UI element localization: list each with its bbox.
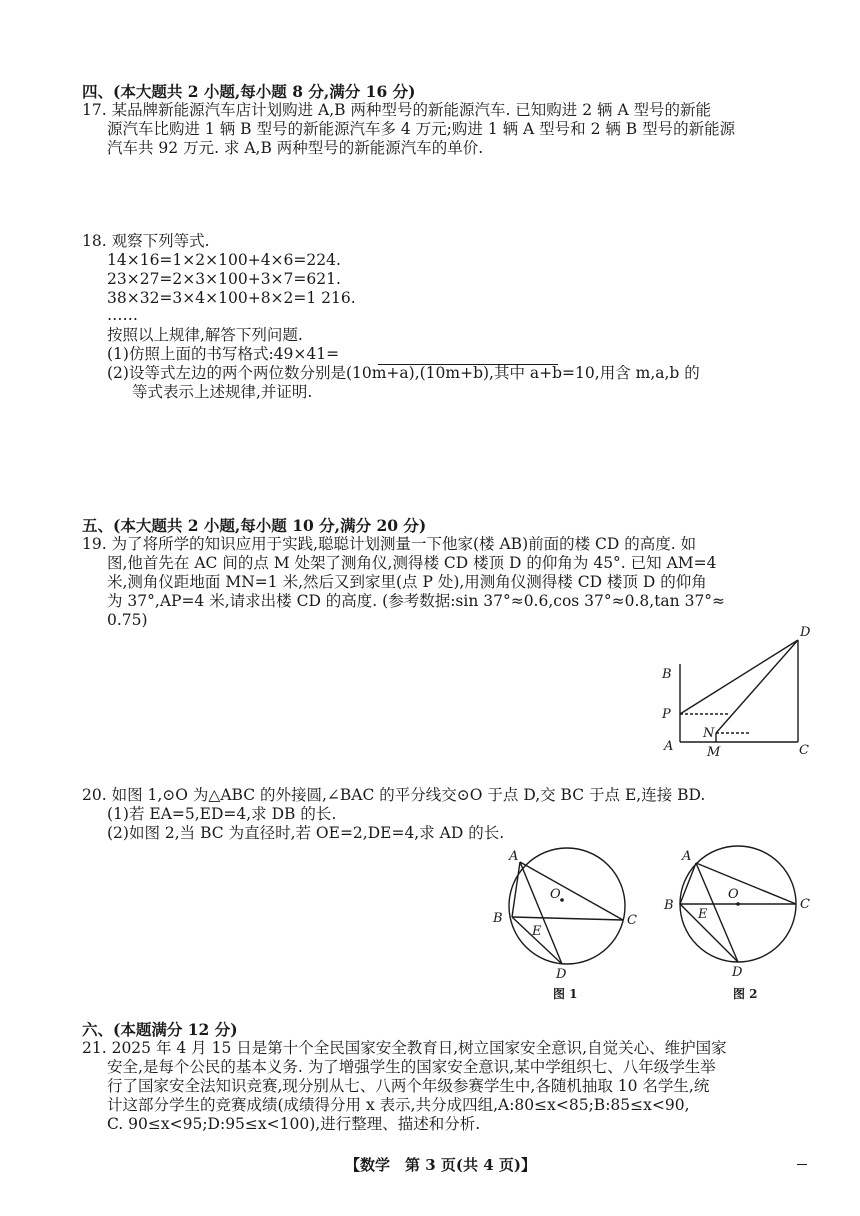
label-C: C (799, 743, 809, 758)
page-footer: 【数学 第 3 页(共 4 页)】 (345, 1156, 536, 1174)
q17-line-3: 汽车共 92 万元. 求 A,B 两种型号的新能源汽车的单价. (107, 139, 484, 157)
label-B: B (662, 667, 672, 682)
label-N: N (703, 726, 715, 741)
q21-line-1: 21. 2025 年 4 月 15 日是第十个全民国家安全教育日,树立国家安全意识,自觉关心、维护国家 (82, 1039, 727, 1057)
fig1-label-D: D (556, 967, 567, 982)
q21-line-2: 安全,是每个公民的基本义务. 为了增强学生的国家安全意识,某中学组织七、八年级学生举 (107, 1058, 716, 1076)
sightline-ND (716, 640, 798, 733)
fig1-label-C: C (627, 913, 637, 928)
q18-part2-line-2: 等式表示上述规律,并证明. (132, 383, 313, 401)
chord-BD (680, 904, 738, 962)
q19-line-3: 米,测角仪距地面 MN=1 米,然后又到家里(点 P 处),用测角仪测得楼 CD 楼顶 D 的仰角 (107, 573, 707, 591)
label-A: A (664, 739, 674, 754)
side-AC (520, 862, 623, 920)
fig2-label-D: D (732, 965, 743, 980)
bisector-AD (520, 862, 562, 964)
q18-part1: (1)仿照上面的书写格式:49×41= (107, 345, 340, 363)
section5-heading: 五、(本大题共 2 小题,每小题 10 分,满分 20 分) (82, 516, 427, 535)
q19-line-1: 19. 为了将所学的知识应用于实践,聪聪计划测量一下他家(楼 AB)前面的楼 CD 的高度. 如 (82, 535, 697, 553)
q19-building-figure (650, 622, 825, 762)
q20-part2: (2)如图 2,当 BC 为直径时,若 OE=2,DE=4,求 AD 的长. (107, 824, 505, 842)
q20-line-1: 20. 如图 1,⊙O 为△ABC 的外接圆,∠BAC 的平分线交⊙O 于点 D,交 BC 于点 E,连接 BD. (82, 786, 706, 804)
q19-line-4: 为 37°,AP=4 米,请求出楼 CD 的高度. (参考数据:sin 37°≈0.6,cos 37°≈0.8,tan 37°≈ (107, 592, 726, 610)
q18-equation-2: 23×27=2×3×100+3×7=621. (107, 270, 341, 288)
fig1-caption: 图 1 (553, 987, 578, 1001)
footer-dash (797, 1164, 807, 1165)
q18-line-1: 18. 观察下列等式. (82, 232, 210, 250)
fig2-label-A: A (682, 849, 692, 864)
fig2-label-C: C (800, 897, 810, 912)
q18-instruction: 按照以上规律,解答下列问题. (107, 326, 303, 344)
fig2-label-B: B (664, 898, 674, 913)
fig1-label-A: A (509, 849, 519, 864)
section6-heading: 六、(本题满分 12 分) (82, 1020, 238, 1039)
fig2-caption: 图 2 (733, 987, 758, 1001)
side-AB (512, 862, 520, 917)
side-BC (512, 917, 623, 920)
center-point-O (560, 898, 564, 902)
q20-figure-1 (492, 842, 642, 982)
q19-line-2: 图,他首先在 AC 间的点 M 处架了测角仪,测得楼 CD 楼顶 D 的仰角为 45°. 已知 AM=4 (107, 554, 717, 572)
label-M: M (707, 745, 721, 760)
q17-line-2: 源汽车比购进 1 辆 B 型号的新能源汽车多 4 万元;购进 1 辆 A 型号和 2 辆 B 型号的新能源 (107, 120, 736, 138)
q18-equation-1: 14×16=1×2×100+4×6=224. (107, 251, 341, 269)
center-point-O (736, 902, 740, 906)
fig1-label-B: B (493, 911, 503, 926)
sightline-PD (680, 640, 798, 714)
q20-figure-2 (662, 842, 822, 982)
section4-heading: 四、(本大题共 2 小题,每小题 8 分,满分 16 分) (82, 82, 416, 101)
label-D: D (800, 625, 811, 640)
fig2-label-O: O (728, 887, 739, 902)
q19-line-5: 0.75) (107, 611, 148, 629)
q17-line-1: 17. 某品牌新能源汽车店计划购进 A,B 两种型号的新能源汽车. 已知购进 2 辆 A 型号的新能 (82, 101, 712, 119)
q18-equation-3: 38×32=3×4×100+8×2=1 216. (107, 289, 356, 307)
side-AB (680, 863, 696, 904)
fig2-label-E: E (698, 907, 708, 922)
q21-line-4: 计这部分学生的竞赛成绩(成绩得分用 x 表示,共分成四组,A:80≤x<85;B:85≤x<90, (107, 1096, 690, 1114)
q18-ellipsis: …… (107, 306, 138, 324)
fig1-label-E: E (532, 924, 542, 939)
label-P: P (662, 707, 671, 722)
fig1-label-O: O (550, 887, 561, 902)
q21-line-5: C. 90≤x<95;D:95≤x<100),进行整理、描述和分析. (107, 1115, 481, 1133)
q21-line-3: 行了国家安全法知识竞赛,现分别从七、八两个年级参赛学生中,各随机抽取 10 名学生,统 (107, 1077, 710, 1095)
q18-part2-line-1: (2)设等式左边的两个两位数分别是(10m+a),(10m+b),其中 a+b=10,用含 m,a,b 的 (107, 364, 700, 382)
q20-part1: (1)若 EA=5,ED=4,求 DB 的长. (107, 805, 337, 823)
